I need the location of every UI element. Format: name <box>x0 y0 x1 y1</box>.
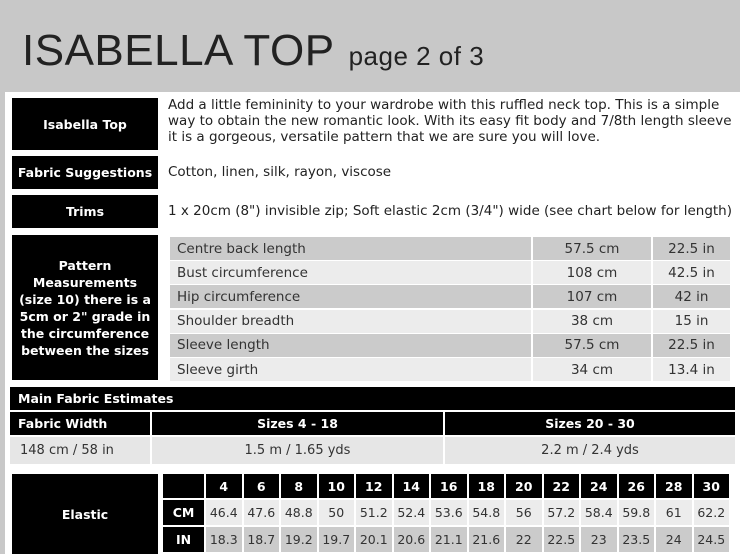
size-header: 6 <box>244 474 280 498</box>
elastic-cm-value: 57.2 <box>544 500 580 525</box>
measurement-name: Hip circumference <box>170 285 531 308</box>
size-header: 18 <box>469 474 505 498</box>
measurement-name: Centre back length <box>170 237 531 260</box>
sizes-4-18-header: Sizes 4 - 18 <box>152 412 443 435</box>
cm-label: CM <box>163 500 204 525</box>
elastic-cm-value: 51.2 <box>356 500 392 525</box>
elastic-in-value: 20.1 <box>356 527 392 552</box>
elastic-in-value: 22 <box>506 527 542 552</box>
elastic-cm-value: 52.4 <box>394 500 430 525</box>
page-title <box>22 26 484 76</box>
elastic-in-value: 23 <box>581 527 617 552</box>
elastic-in-value: 18.3 <box>206 527 242 552</box>
fabric-width-value: 148 cm / 58 in <box>10 437 150 464</box>
measurement-name: Shoulder breadth <box>170 310 531 333</box>
elastic-cm-value: 58.4 <box>581 500 617 525</box>
elastic-cm-value: 46.4 <box>206 500 242 525</box>
elastic-cm-value: 47.6 <box>244 500 280 525</box>
elastic-in-value: 18.7 <box>244 527 280 552</box>
elastic-in-value: 24 <box>656 527 692 552</box>
measurement-in: 22.5 in <box>653 237 730 260</box>
page-indicator: page 2 of 3 <box>348 41 485 71</box>
measurement-in: 22.5 in <box>653 334 730 357</box>
size-header: 8 <box>281 474 317 498</box>
size-header: 4 <box>206 474 242 498</box>
elastic-in-value: 19.7 <box>319 527 355 552</box>
intro-text: Add a little femininity to your wardrobe with this ruffled neck top. This is a simple way to obtain the new romantic look. With its easy fit body and 7/8th length sleeve it is a gorgeous, versatile pattern that we are sure you will love. <box>168 97 732 145</box>
measurement-name: Bust circumference <box>170 261 531 284</box>
size-header: 14 <box>394 474 430 498</box>
elastic-in-value: 21.1 <box>431 527 467 552</box>
elastic-in-value: 23.5 <box>619 527 655 552</box>
size-header: 30 <box>694 474 730 498</box>
size-header: 12 <box>356 474 392 498</box>
elastic-in-value: 19.2 <box>281 527 317 552</box>
elastic-label: Elastic <box>12 474 158 554</box>
trims-text: 1 x 20cm (8") invisible zip; Soft elastic 2cm (3/4") wide (see chart below for length) <box>168 203 733 219</box>
fabric-width-header: Fabric Width <box>10 412 150 435</box>
measurement-in: 15 in <box>653 310 730 333</box>
measurement-cm: 108 cm <box>533 261 651 284</box>
elastic-cm-value: 54.8 <box>469 500 505 525</box>
elastic-cm-value: 50 <box>319 500 355 525</box>
measurement-cm: 107 cm <box>533 285 651 308</box>
size-header: 24 <box>581 474 617 498</box>
measurement-in: 13.4 in <box>653 358 730 381</box>
elastic-in-value: 24.5 <box>694 527 730 552</box>
trims-label: Trims <box>12 195 158 228</box>
size-header: 22 <box>544 474 580 498</box>
size-header: 16 <box>431 474 467 498</box>
measurement-cm: 57.5 cm <box>533 334 651 357</box>
measurement-row <box>170 237 730 260</box>
fabric-label: Fabric Suggestions <box>12 156 158 189</box>
estimates-title: Main Fabric Estimates <box>10 387 735 410</box>
title-text: ISABELLA TOP <box>22 26 335 75</box>
elastic-in-value: 22.5 <box>544 527 580 552</box>
size-header: 28 <box>656 474 692 498</box>
elastic-cm-value: 62.2 <box>694 500 730 525</box>
measurement-row <box>170 310 730 333</box>
fabric-text: Cotton, linen, silk, rayon, viscose <box>168 164 392 180</box>
elastic-cm-value: 48.8 <box>281 500 317 525</box>
measurement-cm: 57.5 cm <box>533 237 651 260</box>
measurement-row <box>170 334 730 357</box>
sizes-20-30-value: 2.2 m / 2.4 yds <box>445 437 735 464</box>
in-label: IN <box>163 527 204 552</box>
size-header: 10 <box>319 474 355 498</box>
elastic-corner <box>163 474 204 498</box>
sizes-20-30-header: Sizes 20 - 30 <box>445 412 735 435</box>
intro-label: Isabella Top <box>12 98 158 150</box>
measurement-in: 42.5 in <box>653 261 730 284</box>
elastic-cm-value: 53.6 <box>431 500 467 525</box>
elastic-in-value: 21.6 <box>469 527 505 552</box>
measurement-cm: 34 cm <box>533 358 651 381</box>
size-header: 20 <box>506 474 542 498</box>
measurement-row <box>170 285 730 308</box>
elastic-cm-value: 59.8 <box>619 500 655 525</box>
elastic-cm-value: 61 <box>656 500 692 525</box>
elastic-in-value: 20.6 <box>394 527 430 552</box>
sizes-4-18-value: 1.5 m / 1.65 yds <box>152 437 443 464</box>
measurement-in: 42 in <box>653 285 730 308</box>
measurement-cm: 38 cm <box>533 310 651 333</box>
elastic-cm-value: 56 <box>506 500 542 525</box>
measurements-label: Pattern Measurements (size 10) there is a 5cm or 2" grade in the circumference between the sizes <box>12 235 158 380</box>
measurement-name: Sleeve length <box>170 334 531 357</box>
measurement-name: Sleeve girth <box>170 358 531 381</box>
measurement-row <box>170 358 730 381</box>
measurement-row <box>170 261 730 284</box>
size-header: 26 <box>619 474 655 498</box>
